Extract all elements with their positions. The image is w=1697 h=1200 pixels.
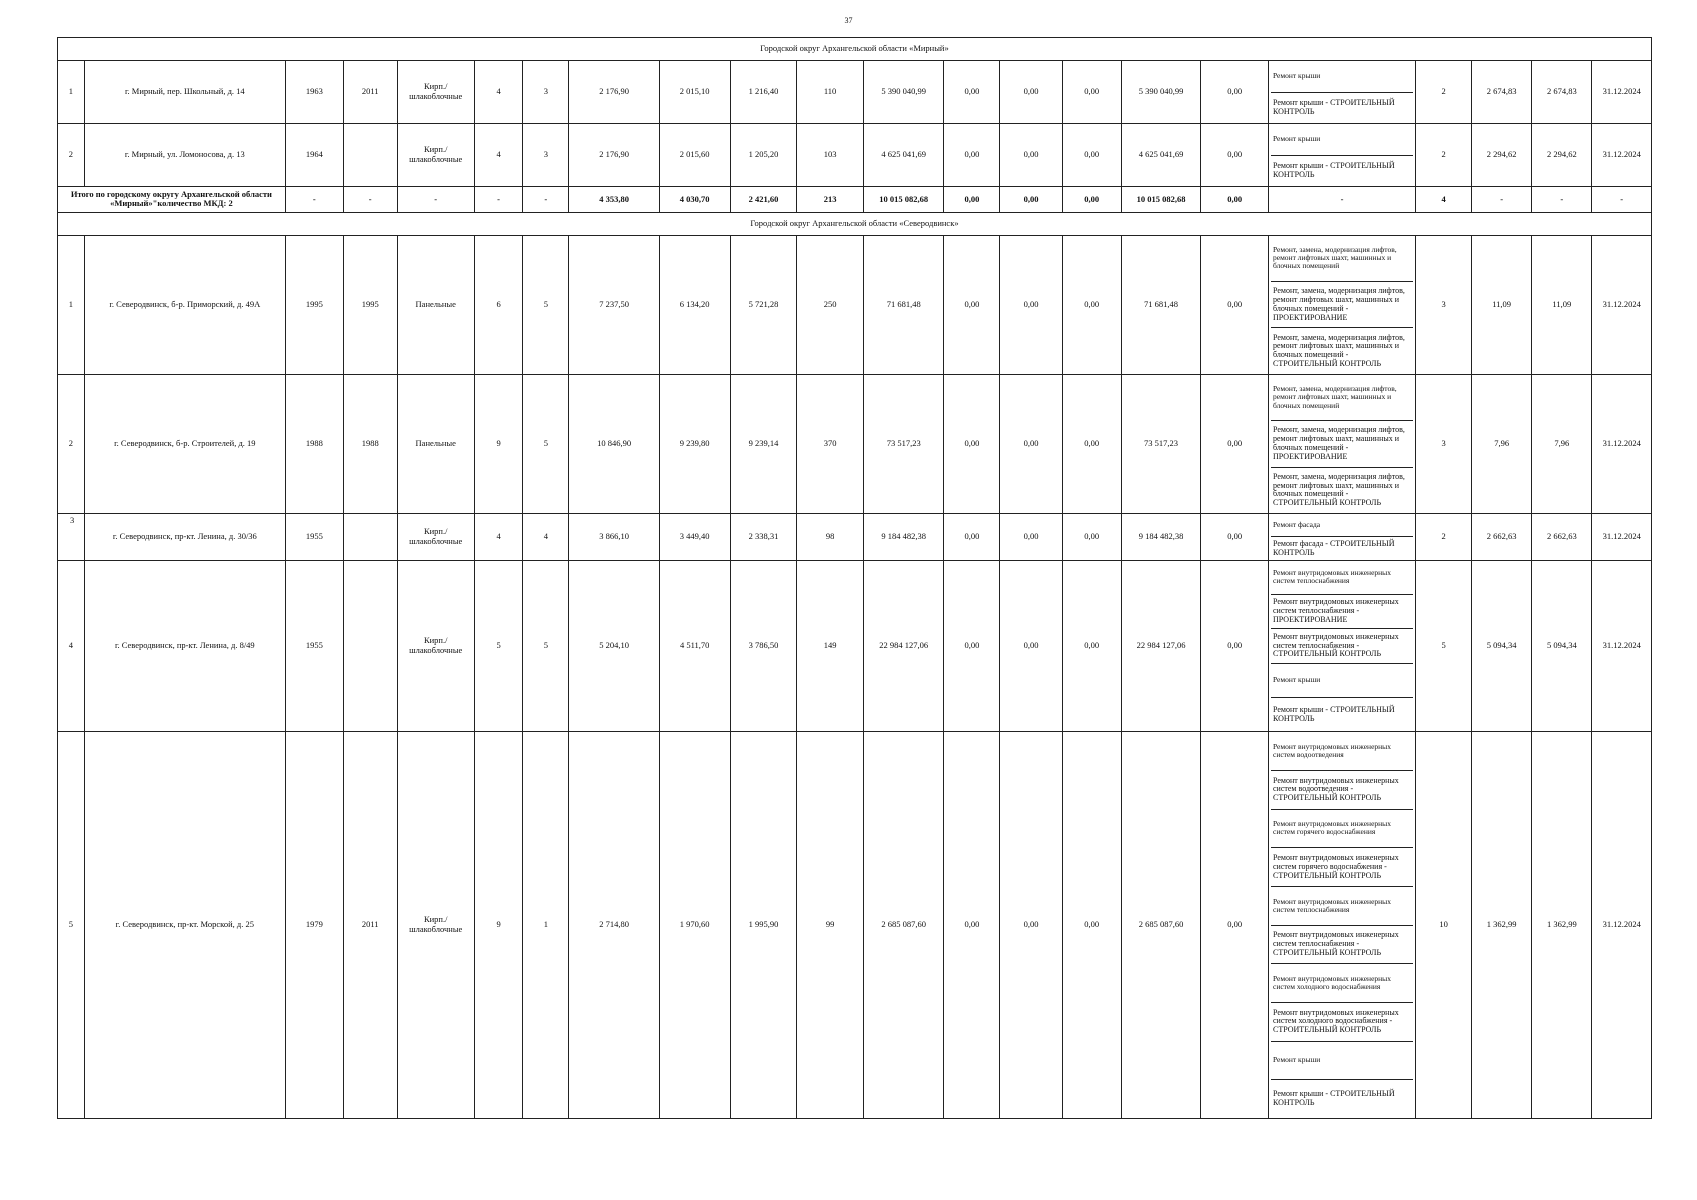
cell-wall: Панельные [397, 235, 474, 374]
cell-c2: 0,00 [1000, 235, 1062, 374]
cell-c5: 0,00 [1201, 374, 1269, 513]
cell-entrances: 3 [523, 60, 569, 124]
work-type-item: Ремонт крыши [1272, 134, 1321, 144]
cell-area-living: 9 239,80 [659, 374, 730, 513]
cell-area-res: 1 216,40 [730, 60, 797, 124]
work-type-item: Ремонт внутридомовых инженерных систем теплоснабжения [1271, 886, 1413, 925]
cell-works-count: 3 [1416, 374, 1472, 513]
row-number: 2 [58, 124, 85, 187]
cell-cost-total: 5 390 040,99 [863, 60, 944, 124]
row-number: 2 [58, 374, 85, 513]
total-dash: - [1472, 187, 1532, 213]
cell-c4: 22 984 127,06 [1121, 560, 1201, 732]
cell-area-total: 2 714,80 [569, 732, 659, 1119]
cell-floors: 4 [474, 124, 522, 187]
work-types-cell [1268, 60, 1415, 124]
cell-area-res: 1 995,90 [730, 732, 797, 1119]
row-number: 3 [58, 514, 85, 560]
cell-residents: 103 [797, 124, 864, 187]
cell-area-total: 10 846,90 [569, 374, 659, 513]
cell-works-count: 2 [1416, 514, 1472, 560]
address-cell: г. Северодвинск, пр-кт. Ленина, д. 30/36 [84, 514, 285, 560]
work-types-cell [1268, 560, 1415, 732]
work-type-item: Ремонт крыши [1271, 663, 1413, 697]
total-dash: - [1268, 187, 1415, 213]
work-type-item: Ремонт фасада - СТРОИТЕЛЬНЫЙ КОНТРОЛЬ [1271, 536, 1413, 559]
section-header-row [58, 38, 1652, 61]
work-type-item: Ремонт, замена, модернизация лифтов, ремонт лифтовых шахт, машинных и блочных помещений - ПРОЕКТИРОВАНИЕ [1271, 420, 1413, 466]
cell-entrances: 1 [523, 732, 569, 1119]
cell-area-res: 3 786,50 [730, 560, 797, 732]
work-types-list [1271, 514, 1413, 559]
cell-wall: Кирп./ шлакоблочные [397, 560, 474, 732]
cell-unit-cost: 2 674,83 [1472, 60, 1532, 124]
cell-year-repair [343, 124, 397, 187]
address-cell: г. Северодвинск, б-р. Строителей, д. 19 [84, 374, 285, 513]
cell-year-repair [343, 560, 397, 732]
table-row [58, 732, 1652, 1119]
total-c5: 0,00 [1201, 187, 1269, 213]
cell-area-total: 3 866,10 [569, 514, 659, 560]
total-dash: - [285, 187, 343, 213]
total-c4: 10 015 082,68 [1121, 187, 1201, 213]
cell-works-count: 3 [1416, 235, 1472, 374]
cell-cost-total: 71 681,48 [863, 235, 944, 374]
cell-year-repair: 2011 [343, 60, 397, 124]
work-type-item: Ремонт внутридомовых инженерных систем холодного водоснабжения [1271, 963, 1413, 1002]
total-dash: - [1532, 187, 1592, 213]
total-dash: - [523, 187, 569, 213]
total-c1: 0,00 [944, 187, 1000, 213]
work-types-cell [1268, 374, 1415, 513]
cell-c3: 0,00 [1062, 514, 1121, 560]
cell-entrances: 4 [523, 514, 569, 560]
cell-c1: 0,00 [944, 235, 1000, 374]
cell-deadline: 31.12.2024 [1592, 124, 1652, 187]
cell-wall: Кирп./ шлакоблочные [397, 514, 474, 560]
work-type-item: Ремонт крыши [1272, 70, 1321, 80]
cell-unit-cost-max: 1 362,99 [1532, 732, 1592, 1119]
cell-c2: 0,00 [1000, 124, 1062, 187]
work-type-item: Ремонт внутридомовых инженерных систем теплоснабжения - СТРОИТЕЛЬНЫЙ КОНТРОЛЬ [1271, 925, 1413, 964]
section-title: Городской округ Архангельской области «Северодвинск» [58, 212, 1652, 235]
work-type-item: Ремонт, замена, модернизация лифтов, ремонт лифтовых шахт, машинных и блочных помещений - СТРОИТЕЛЬНЫЙ КОНТРОЛЬ [1271, 467, 1413, 513]
cell-entrances: 5 [523, 560, 569, 732]
work-type-item: Ремонт, замена, модернизация лифтов, ремонт лифтовых шахт, машинных и блочных помещений [1272, 384, 1397, 410]
cell-unit-cost: 5 094,34 [1472, 560, 1532, 732]
cell-c5: 0,00 [1201, 235, 1269, 374]
cell-c3: 0,00 [1062, 560, 1121, 732]
cell-floors: 9 [474, 732, 522, 1119]
cell-c2: 0,00 [1000, 560, 1062, 732]
cell-deadline: 31.12.2024 [1592, 60, 1652, 124]
cell-unit-cost-max: 2 674,83 [1532, 60, 1592, 124]
cell-area-living: 3 449,40 [659, 514, 730, 560]
work-type-item: Ремонт внутридомовых инженерных систем горячего водоснабжения [1271, 809, 1413, 848]
table-row [58, 514, 1652, 560]
cell-unit-cost-max: 11,09 [1532, 235, 1592, 374]
cell-c1: 0,00 [944, 560, 1000, 732]
cell-c3: 0,00 [1062, 124, 1121, 187]
address-cell: г. Северодвинск, пр-кт. Морской, д. 25 [84, 732, 285, 1119]
cell-unit-cost-max: 2 294,62 [1532, 124, 1592, 187]
cell-works-count: 2 [1416, 60, 1472, 124]
cell-unit-cost: 2 662,63 [1472, 514, 1532, 560]
row-number: 1 [58, 235, 85, 374]
cell-c3: 0,00 [1062, 374, 1121, 513]
cell-deadline: 31.12.2024 [1592, 514, 1652, 560]
total-c2: 0,00 [1000, 187, 1062, 213]
cell-cost-total: 73 517,23 [863, 374, 944, 513]
cell-c2: 0,00 [1000, 374, 1062, 513]
total-c3: 0,00 [1062, 187, 1121, 213]
cell-works-count: 2 [1416, 124, 1472, 187]
cell-c5: 0,00 [1201, 124, 1269, 187]
total-area-total: 4 353,80 [569, 187, 659, 213]
cell-deadline: 31.12.2024 [1592, 235, 1652, 374]
cell-unit-cost: 11,09 [1472, 235, 1532, 374]
work-type-item: Ремонт, замена, модернизация лифтов, ремонт лифтовых шахт, машинных и блочных помещений - ПРОЕКТИРОВАНИЕ [1271, 281, 1413, 327]
cell-area-living: 4 511,70 [659, 560, 730, 732]
work-type-item: Ремонт, замена, модернизация лифтов, ремонт лифтовых шахт, машинных и блочных помещений [1272, 244, 1397, 271]
cell-c2: 0,00 [1000, 60, 1062, 124]
address-cell: г. Северодвинск, б-р. Приморский, д. 49А [84, 235, 285, 374]
work-types-list [1271, 124, 1413, 186]
work-type-item: Ремонт внутридомовых инженерных систем теплоснабжения [1272, 568, 1391, 586]
cell-entrances: 5 [523, 374, 569, 513]
work-types-cell [1268, 235, 1415, 374]
work-type-item: Ремонт, замена, модернизация лифтов, ремонт лифтовых шахт, машинных и блочных помещений - СТРОИТЕЛЬНЫЙ КОНТРОЛЬ [1271, 327, 1413, 373]
cell-area-living: 2 015,10 [659, 60, 730, 124]
total-label: Итого по городскому округу Архангельской области «Мирный»"количество МКД: 2 [58, 187, 286, 213]
work-types-cell [1268, 124, 1415, 187]
cell-floors: 9 [474, 374, 522, 513]
cell-c2: 0,00 [1000, 514, 1062, 560]
work-type-item: Ремонт внутридомовых инженерных систем теплоснабжения - СТРОИТЕЛЬНЫЙ КОНТРОЛЬ [1271, 628, 1413, 662]
repair-program-table [57, 37, 1652, 1119]
row-number: 4 [58, 560, 85, 732]
cell-floors: 6 [474, 235, 522, 374]
work-types-list [1271, 732, 1413, 1118]
cell-c5: 0,00 [1201, 514, 1269, 560]
work-types-list [1271, 236, 1413, 374]
cell-wall: Панельные [397, 374, 474, 513]
cell-area-res: 5 721,28 [730, 235, 797, 374]
cell-residents: 370 [797, 374, 864, 513]
table-row [58, 235, 1652, 374]
cell-entrances: 5 [523, 235, 569, 374]
cell-c4: 5 390 040,99 [1121, 60, 1201, 124]
table-row [58, 60, 1652, 124]
total-dash: - [474, 187, 522, 213]
work-type-item: Ремонт внутридомовых инженерных систем холодного водоснабжения - СТРОИТЕЛЬНЫЙ КОНТРОЛЬ [1271, 1002, 1413, 1041]
cell-area-living: 2 015,60 [659, 124, 730, 187]
cell-area-total: 7 237,50 [569, 235, 659, 374]
total-cost-total: 10 015 082,68 [863, 187, 944, 213]
cell-area-living: 6 134,20 [659, 235, 730, 374]
total-area-living: 4 030,70 [659, 187, 730, 213]
cell-c4: 73 517,23 [1121, 374, 1201, 513]
work-type-item: Ремонт крыши - СТРОИТЕЛЬНЫЙ КОНТРОЛЬ [1271, 697, 1413, 731]
cell-year-built: 1963 [285, 60, 343, 124]
cell-c1: 0,00 [944, 374, 1000, 513]
cell-floors: 4 [474, 60, 522, 124]
cell-deadline: 31.12.2024 [1592, 732, 1652, 1119]
cell-wall: Кирп./ шлакоблочные [397, 124, 474, 187]
cell-c4: 71 681,48 [1121, 235, 1201, 374]
cell-area-res: 1 205,20 [730, 124, 797, 187]
address-cell: г. Мирный, ул. Ломоносова, д. 13 [84, 124, 285, 187]
cell-wall: Кирп./ шлакоблочные [397, 60, 474, 124]
cell-cost-total: 22 984 127,06 [863, 560, 944, 732]
cell-c5: 0,00 [1201, 560, 1269, 732]
cell-unit-cost: 2 294,62 [1472, 124, 1532, 187]
cell-year-built: 1964 [285, 124, 343, 187]
cell-residents: 250 [797, 235, 864, 374]
section-title: Городской округ Архангельской области «Мирный» [58, 38, 1652, 61]
cell-year-built: 1995 [285, 235, 343, 374]
cell-cost-total: 9 184 482,38 [863, 514, 944, 560]
cell-area-total: 5 204,10 [569, 560, 659, 732]
total-dash: - [343, 187, 397, 213]
cell-area-res: 2 338,31 [730, 514, 797, 560]
cell-year-repair: 2011 [343, 732, 397, 1119]
cell-year-repair: 1995 [343, 235, 397, 374]
cell-area-res: 9 239,14 [730, 374, 797, 513]
work-type-item: Ремонт внутридомовых инженерных систем теплоснабжения - ПРОЕКТИРОВАНИЕ [1271, 594, 1413, 628]
work-type-item: Ремонт фасада [1272, 520, 1321, 530]
cell-c4: 9 184 482,38 [1121, 514, 1201, 560]
work-type-item: Ремонт внутридомовых инженерных систем водоотведения [1272, 741, 1391, 760]
cell-c2: 0,00 [1000, 732, 1062, 1119]
work-types-list [1271, 375, 1413, 513]
table-row [58, 560, 1652, 732]
cell-c1: 0,00 [944, 732, 1000, 1119]
total-dash: - [1592, 187, 1652, 213]
cell-floors: 4 [474, 514, 522, 560]
table-row [58, 124, 1652, 187]
cell-area-living: 1 970,60 [659, 732, 730, 1119]
cell-residents: 149 [797, 560, 864, 732]
cell-c1: 0,00 [944, 60, 1000, 124]
cell-residents: 99 [797, 732, 864, 1119]
total-works-count: 4 [1416, 187, 1472, 213]
cell-cost-total: 4 625 041,69 [863, 124, 944, 187]
work-types-list [1271, 561, 1413, 732]
cell-entrances: 3 [523, 124, 569, 187]
cell-unit-cost: 7,96 [1472, 374, 1532, 513]
address-cell: г. Северодвинск, пр-кт. Ленина, д. 8/49 [84, 560, 285, 732]
cell-c1: 0,00 [944, 124, 1000, 187]
cell-c1: 0,00 [944, 514, 1000, 560]
work-types-cell [1268, 732, 1415, 1119]
total-area-res: 2 421,60 [730, 187, 797, 213]
cell-residents: 110 [797, 60, 864, 124]
cell-c4: 4 625 041,69 [1121, 124, 1201, 187]
cell-year-built: 1955 [285, 514, 343, 560]
cell-deadline: 31.12.2024 [1592, 374, 1652, 513]
cell-c3: 0,00 [1062, 60, 1121, 124]
row-number: 1 [58, 60, 85, 124]
cell-area-total: 2 176,90 [569, 124, 659, 187]
work-type-item: Ремонт крыши - СТРОИТЕЛЬНЫЙ КОНТРОЛЬ [1271, 1079, 1413, 1118]
cell-area-total: 2 176,90 [569, 60, 659, 124]
cell-works-count: 5 [1416, 560, 1472, 732]
total-residents: 213 [797, 187, 864, 213]
total-row [58, 187, 1652, 213]
cell-year-repair [343, 514, 397, 560]
cell-unit-cost-max: 2 662,63 [1532, 514, 1592, 560]
cell-year-built: 1955 [285, 560, 343, 732]
cell-unit-cost: 1 362,99 [1472, 732, 1532, 1119]
row-number: 5 [58, 732, 85, 1119]
cell-residents: 98 [797, 514, 864, 560]
cell-deadline: 31.12.2024 [1592, 560, 1652, 732]
cell-unit-cost-max: 7,96 [1532, 374, 1592, 513]
work-type-item: Ремонт крыши [1271, 1041, 1413, 1080]
cell-year-built: 1979 [285, 732, 343, 1119]
page-number: 37 [844, 16, 853, 25]
cell-unit-cost-max: 5 094,34 [1532, 560, 1592, 732]
cell-c5: 0,00 [1201, 60, 1269, 124]
cell-c5: 0,00 [1201, 732, 1269, 1119]
work-types-list [1271, 61, 1413, 124]
work-type-item: Ремонт внутридомовых инженерных систем горячего водоснабжения - СТРОИТЕЛЬНЫЙ КОНТРОЛЬ [1271, 847, 1413, 886]
cell-c4: 2 685 087,60 [1121, 732, 1201, 1119]
cell-year-built: 1988 [285, 374, 343, 513]
total-dash: - [397, 187, 474, 213]
cell-works-count: 10 [1416, 732, 1472, 1119]
cell-c3: 0,00 [1062, 235, 1121, 374]
cell-c3: 0,00 [1062, 732, 1121, 1119]
table-row [58, 374, 1652, 513]
cell-wall: Кирп./ шлакоблочные [397, 732, 474, 1119]
cell-cost-total: 2 685 087,60 [863, 732, 944, 1119]
cell-year-repair: 1988 [343, 374, 397, 513]
section-header-row [58, 212, 1652, 235]
work-type-item: Ремонт крыши - СТРОИТЕЛЬНЫЙ КОНТРОЛЬ [1271, 155, 1413, 186]
address-cell: г. Мирный, пер. Школьный, д. 14 [84, 60, 285, 124]
work-types-cell [1268, 514, 1415, 560]
work-type-item: Ремонт внутридомовых инженерных систем водоотведения - СТРОИТЕЛЬНЫЙ КОНТРОЛЬ [1271, 770, 1413, 809]
cell-floors: 5 [474, 560, 522, 732]
work-type-item: Ремонт крыши - СТРОИТЕЛЬНЫЙ КОНТРОЛЬ [1271, 92, 1413, 124]
